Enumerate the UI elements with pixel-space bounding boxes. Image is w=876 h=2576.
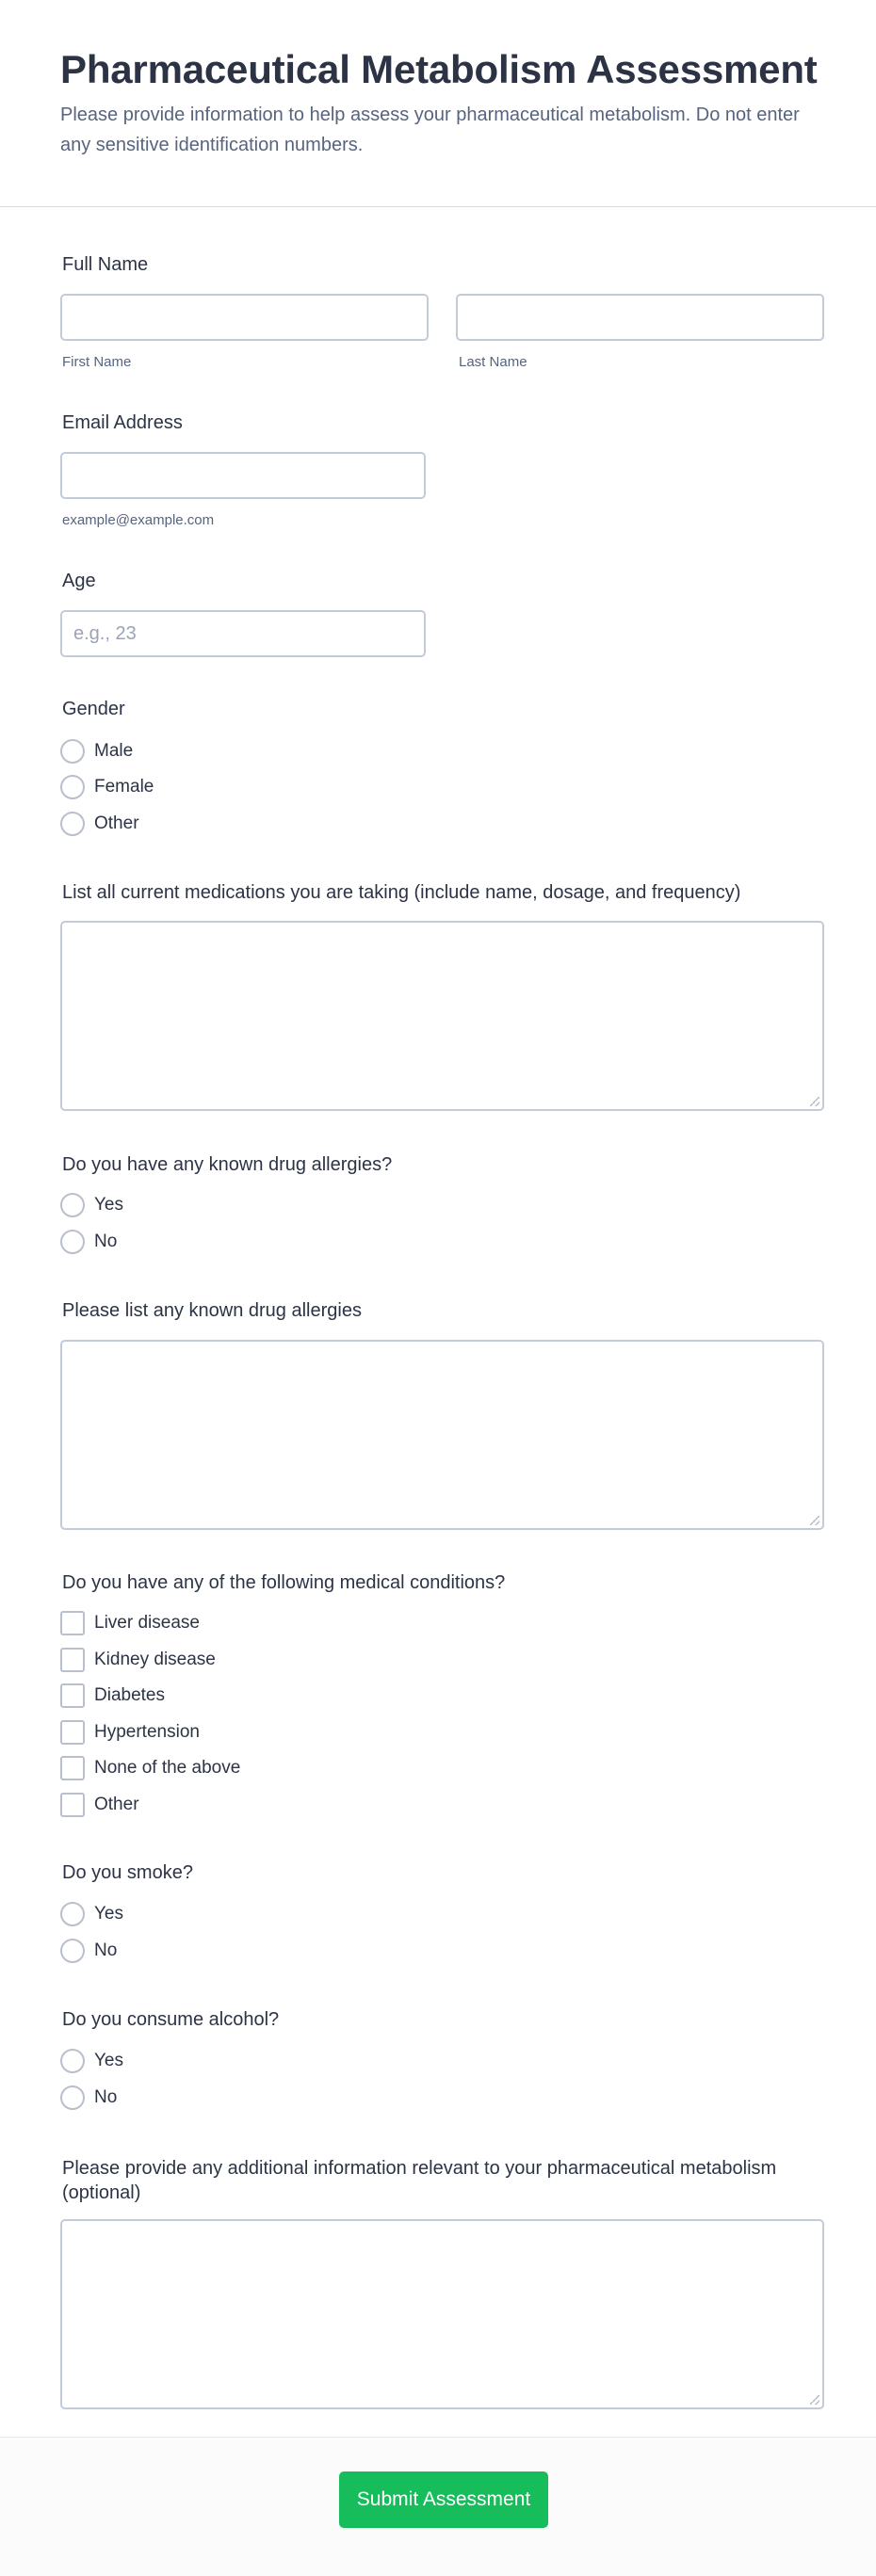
checkbox[interactable]: [60, 1793, 85, 1817]
radio-button[interactable]: [60, 1230, 85, 1254]
option-label: Yes: [94, 1195, 123, 1215]
checkbox[interactable]: [60, 1756, 85, 1780]
radio-button[interactable]: [60, 812, 85, 836]
resize-grip-icon[interactable]: [810, 1097, 819, 1106]
last-name-sublabel: Last Name: [459, 354, 527, 370]
age-input[interactable]: [60, 610, 426, 657]
resize-grip-icon[interactable]: [810, 1516, 819, 1525]
alcohol-label: Do you consume alcohol?: [62, 2009, 280, 2030]
option-label: No: [94, 1940, 118, 1960]
additional-info-label: Please provide any additional information relevant to your pharmaceutical metabolism (optional): [62, 2158, 777, 2203]
option-label: Other: [94, 813, 139, 833]
resize-grip-icon[interactable]: [810, 2395, 819, 2405]
radio-button[interactable]: [60, 739, 85, 764]
checkbox[interactable]: [60, 1720, 85, 1745]
last-name-input[interactable]: [456, 294, 824, 341]
radio-button[interactable]: [60, 1193, 85, 1217]
gender-label: Gender: [62, 699, 125, 719]
checkbox[interactable]: [60, 1611, 85, 1635]
alcohol-option-yes[interactable]: [60, 2048, 123, 2074]
gender-option-female[interactable]: [60, 774, 154, 800]
condition-option-diabetes[interactable]: [60, 1682, 165, 1709]
option-label: No: [94, 2087, 118, 2107]
option-label: Male: [94, 741, 134, 761]
option-label: Other: [94, 1795, 139, 1814]
first-name-input[interactable]: [60, 294, 429, 341]
option-label: Yes: [94, 2051, 123, 2070]
condition-option-hypertension[interactable]: [60, 1719, 200, 1746]
option-label: No: [94, 1232, 118, 1251]
smoke-option-yes[interactable]: [60, 1901, 123, 1927]
option-label: Yes: [94, 1904, 123, 1924]
option-label: Diabetes: [94, 1685, 165, 1705]
page-title: Pharmaceutical Metabolism Assessment: [60, 47, 818, 91]
checkbox[interactable]: [60, 1683, 85, 1708]
page-subtitle: Please provide information to help assess your pharmaceutical metabolism. Do not enter any sensitive identification numbers.: [60, 105, 800, 155]
radio-button[interactable]: [60, 775, 85, 799]
submit-assessment-button[interactable]: Submit Assessment: [339, 2471, 548, 2528]
full-name-label: Full Name: [62, 254, 149, 275]
drug-allergies-option-no[interactable]: [60, 1229, 117, 1255]
option-label: Liver disease: [94, 1613, 200, 1633]
medications-label: List all current medications you are taking (include name, dosage, and frequency): [62, 882, 741, 903]
drug-allergies-question-label: Do you have any known drug allergies?: [62, 1154, 393, 1175]
medications-textarea[interactable]: [60, 921, 824, 1111]
medical-conditions-label: Do you have any of the following medical conditions?: [62, 1572, 506, 1593]
email-input[interactable]: [60, 452, 426, 499]
condition-option-none-of-the-above[interactable]: [60, 1755, 240, 1781]
drug-allergies-textarea[interactable]: [60, 1340, 824, 1530]
checkbox[interactable]: [60, 1648, 85, 1672]
gender-option-male[interactable]: [60, 738, 133, 765]
email-label: Email Address: [62, 412, 183, 433]
radio-button[interactable]: [60, 2049, 85, 2073]
smoke-option-no[interactable]: [60, 1938, 117, 1964]
condition-option-other[interactable]: [60, 1792, 139, 1818]
first-name-sublabel: First Name: [62, 354, 132, 370]
email-sublabel: example@example.com: [62, 512, 215, 528]
age-label: Age: [62, 571, 96, 591]
option-label: None of the above: [94, 1758, 241, 1778]
additional-info-textarea[interactable]: [60, 2219, 824, 2409]
alcohol-option-no[interactable]: [60, 2085, 117, 2111]
radio-button[interactable]: [60, 2085, 85, 2110]
option-label: Female: [94, 777, 154, 797]
condition-option-liver-disease[interactable]: [60, 1610, 200, 1636]
drug-allergies-list-label: Please list any known drug allergies: [62, 1300, 362, 1321]
drug-allergies-option-yes[interactable]: [60, 1192, 123, 1218]
condition-option-kidney-disease[interactable]: [60, 1647, 216, 1673]
radio-button[interactable]: [60, 1939, 85, 1963]
gender-option-other[interactable]: [60, 811, 139, 837]
smoke-label: Do you smoke?: [62, 1862, 193, 1883]
form-header: [0, 0, 876, 207]
radio-button[interactable]: [60, 1902, 85, 1926]
option-label: Kidney disease: [94, 1650, 216, 1669]
option-label: Hypertension: [94, 1722, 200, 1742]
